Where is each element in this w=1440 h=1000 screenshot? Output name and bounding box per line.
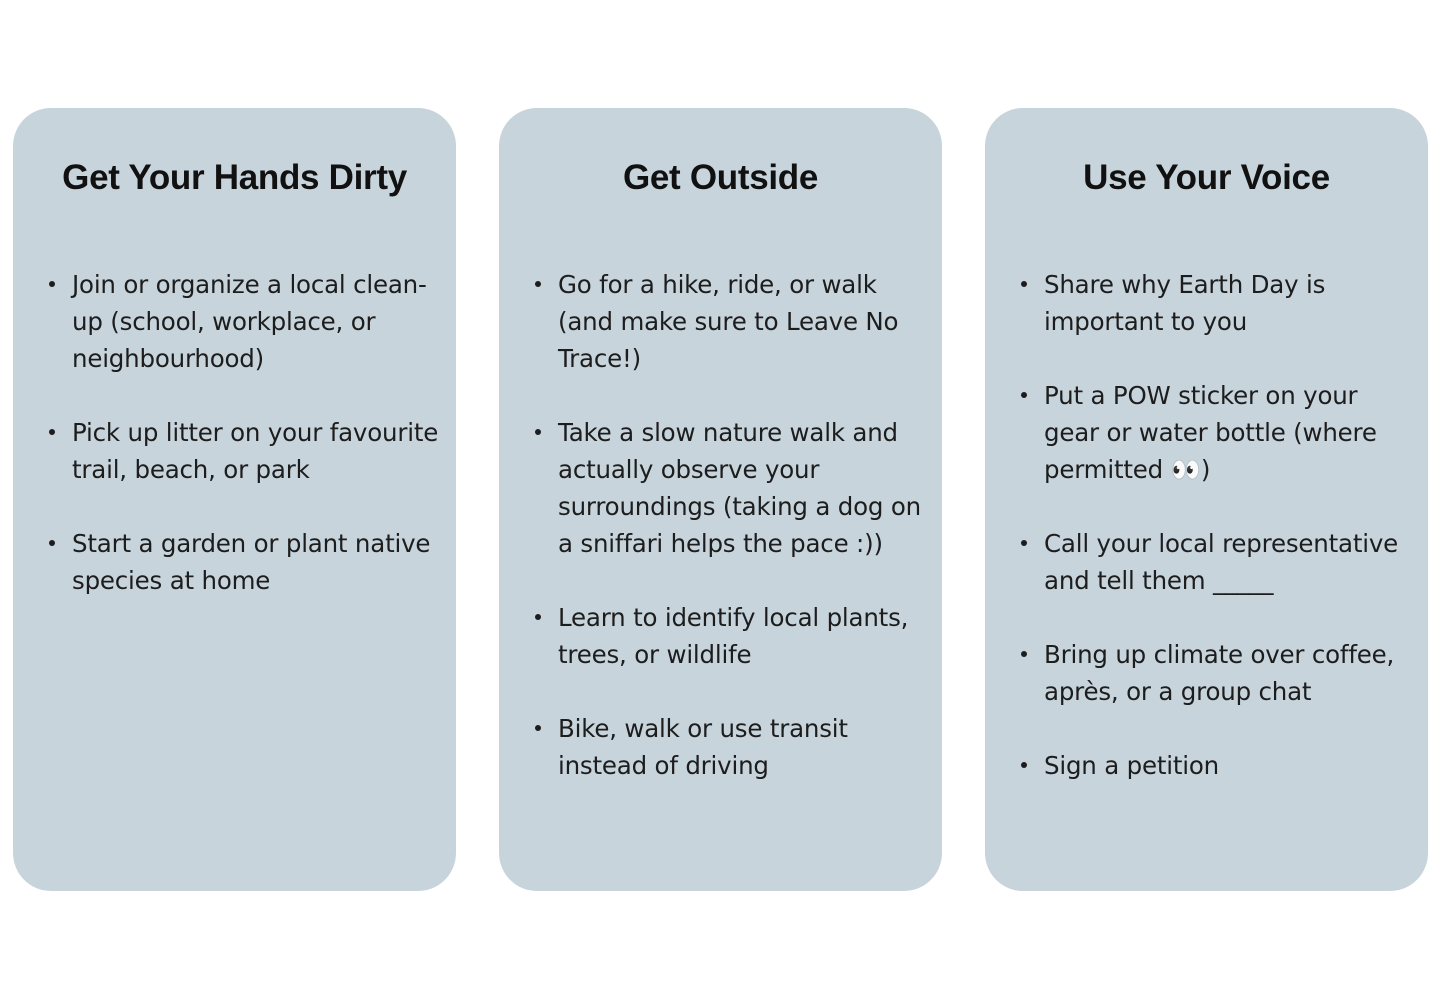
card-title: Get Your Hands Dirty [62,158,407,197]
card-title: Use Your Voice [1083,158,1330,197]
action-cards [13,108,1428,891]
tip-list [1021,266,1416,821]
bullet-icon [1021,651,1027,657]
card-get-your-hands-dirty [13,108,456,891]
list-item: Bring up climate over coffee, après, or a group chat [1021,636,1416,710]
tip-list [535,266,930,821]
list-item: Pick up litter on your favourite trail, beach, or park [49,414,444,488]
bullet-icon [49,540,55,546]
bullet-icon [535,429,541,435]
bullet-icon [535,614,541,620]
list-item: Bike, walk or use transit instead of driving [535,710,930,784]
list-item: Call your local representative and tell them _____ [1021,525,1416,599]
card-title: Get Outside [622,158,819,197]
list-item: Take a slow nature walk and actually observe your surroundings (taking a dog on a sniffari helps the pace :)) [535,414,930,562]
card-use-your-voice [985,108,1428,891]
bullet-icon [1021,392,1027,398]
bullet-icon [1021,281,1027,287]
bullet-icon [535,725,541,731]
bullet-icon [1021,762,1027,768]
list-item: Share why Earth Day is important to you [1021,266,1416,340]
list-item: Put a POW sticker on your gear or water bottle (where permitted 👀) [1021,377,1416,488]
bullet-icon [49,429,55,435]
bullet-icon [1021,540,1027,546]
tip-list [49,266,444,636]
list-item: Start a garden or plant native species at home [49,525,444,599]
list-item: Learn to identify local plants, trees, or wildlife [535,599,930,673]
list-item: Join or organize a local clean-up (school, workplace, or neighbourhood) [49,266,444,377]
bullet-icon [49,281,55,287]
list-item: Sign a petition [1021,747,1416,784]
list-item: Go for a hike, ride, or walk (and make sure to Leave No Trace!) [535,266,930,377]
card-get-outside [499,108,942,891]
bullet-icon [535,281,541,287]
